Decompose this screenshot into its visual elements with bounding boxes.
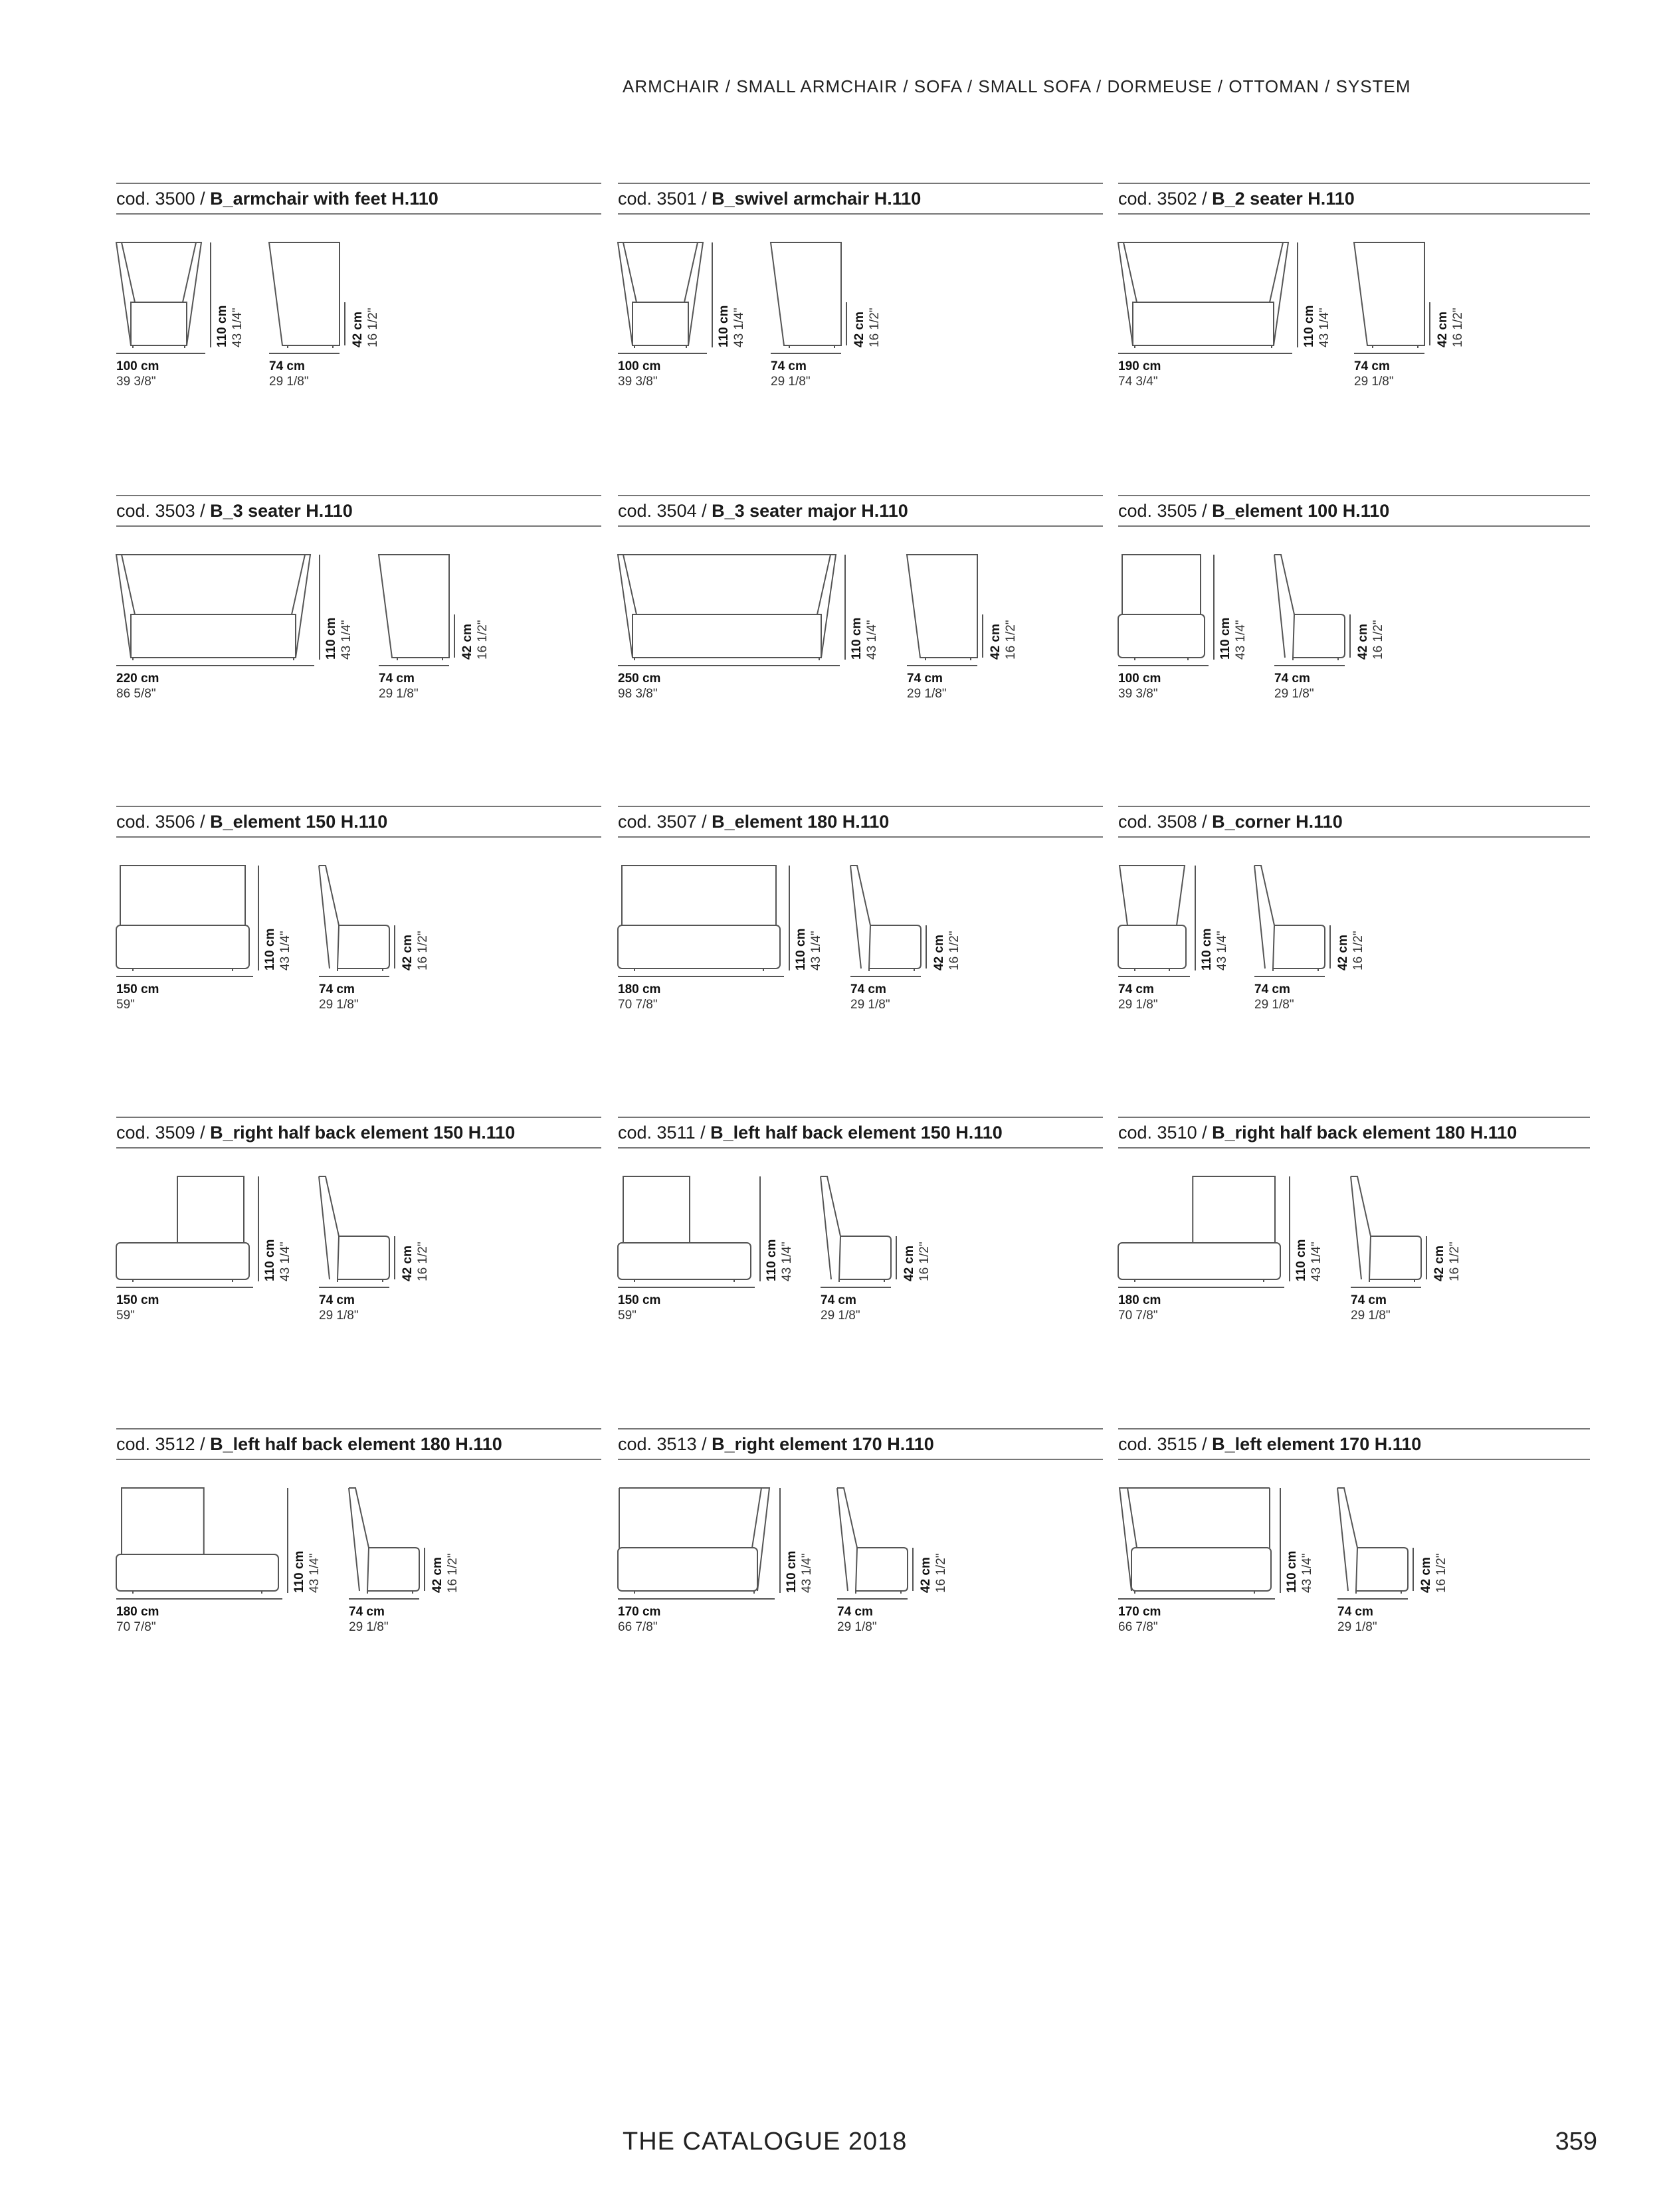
product-code: cod. 3507 / [618,812,712,832]
depth-dimension-inch: 29 1/8" [821,1309,860,1323]
depth-dimension [349,1604,389,1635]
width-dimension [116,982,159,1012]
seat-height-dimension-cm: 42 cm [460,624,474,660]
divider [116,1428,601,1429]
height-dimension-inch: 43 1/4" [1310,1242,1323,1281]
width-dimension [618,1293,660,1323]
product-drawing [1118,1461,1590,1621]
depth-dimension [1337,1604,1377,1635]
product-name: B_right half back element 180 H.110 [1212,1123,1517,1143]
product-item [618,1117,1103,1336]
seat-height-dimension-cm: 42 cm [431,1557,444,1593]
front-view-drawing [116,866,249,971]
divider [618,1117,1103,1118]
front-view-drawing [1118,866,1186,971]
height-dimension-cm: 110 cm [765,1239,779,1281]
product-name: B_corner H.110 [1212,812,1343,832]
width-dimension [116,1293,159,1323]
side-view-drawing [850,866,926,971]
height-dimension-inch: 43 1/4" [865,620,879,660]
divider [1118,525,1590,527]
product-name: B_right element 170 H.110 [712,1434,934,1454]
depth-dimension-inch: 29 1/8" [1351,1309,1391,1323]
product-code: cod. 3510 / [1118,1123,1213,1143]
front-view-drawing [618,555,836,660]
side-view-drawing [319,866,395,971]
depth-dimension [850,982,890,1012]
page-number: 359 [1555,2128,1597,2156]
product-item [618,1428,1103,1647]
product-item [116,1117,601,1336]
front-view-drawing [116,555,310,660]
product-drawing [116,839,601,998]
product-title [1118,501,1389,521]
depth-dimension-inch: 29 1/8" [850,998,890,1012]
divider [618,1147,1103,1149]
depth-dimension-inch: 29 1/8" [771,375,811,389]
seat-height-dimension-inch: 16 1/2" [1004,620,1018,660]
side-view-drawing [907,555,983,660]
product-code: cod. 3508 / [1118,812,1213,832]
depth-dimension-inch: 29 1/8" [319,998,359,1012]
width-dimension-cm: 74 cm [1118,982,1154,996]
depth-dimension [1274,671,1314,701]
front-view-drawing [1118,555,1205,660]
depth-dimension [837,1604,877,1635]
seat-height-dimension-inch: 16 1/2" [918,1242,931,1281]
product-title [116,1434,502,1455]
depth-dimension-inch: 29 1/8" [379,687,419,701]
divider [116,836,601,838]
side-view-drawing [837,1488,913,1594]
width-dimension-cm: 180 cm [116,1605,159,1619]
product-item [618,183,1103,402]
width-dimension-cm: 150 cm [116,982,159,996]
product-code: cod. 3515 / [1118,1434,1213,1454]
divider [1118,1147,1590,1149]
depth-dimension-cm: 74 cm [821,1293,856,1307]
depth-dimension-cm: 74 cm [269,359,305,373]
divider [618,836,1103,838]
width-dimension [1118,359,1161,389]
seat-height-dimension-inch: 16 1/2" [416,1242,430,1281]
front-view-drawing [1118,1176,1280,1282]
depth-dimension-inch: 29 1/8" [1354,375,1394,389]
height-dimension-inch: 43 1/4" [800,1553,814,1593]
seat-height-dimension-inch: 16 1/2" [1351,931,1365,970]
seat-height-dimension-inch: 16 1/2" [868,308,882,347]
seat-height-dimension-cm: 42 cm [852,312,866,347]
depth-dimension [771,359,811,389]
height-dimension-inch: 43 1/4" [732,308,746,347]
product-code: cod. 3513 / [618,1434,712,1454]
product-title [618,1434,934,1455]
product-title [116,189,439,209]
width-dimension-inch: 59" [116,1309,135,1323]
depth-dimension-cm: 74 cm [1351,1293,1387,1307]
divider [116,1459,601,1460]
divider [618,525,1103,527]
product-title [116,1123,515,1143]
depth-dimension-cm: 74 cm [1337,1605,1373,1619]
width-dimension-inch: 59" [618,1309,636,1323]
divider [116,1117,601,1118]
width-dimension [116,359,159,389]
product-name: B_2 seater H.110 [1212,189,1355,209]
product-item [1118,495,1590,714]
product-title [618,1123,1003,1143]
front-view-drawing [618,242,703,348]
height-dimension-inch: 43 1/4" [278,931,292,970]
seat-height-dimension-cm: 42 cm [1336,935,1350,970]
divider [618,183,1103,184]
side-view-drawing [1351,1176,1426,1282]
depth-dimension-cm: 74 cm [1254,982,1290,996]
width-dimension-cm: 100 cm [1118,672,1161,686]
width-dimension-inch: 39 3/8" [1118,687,1158,701]
product-item [1118,183,1590,402]
width-dimension [618,982,660,1012]
side-view-drawing [379,555,454,660]
divider [618,1459,1103,1460]
width-dimension-inch: 70 7/8" [1118,1309,1158,1323]
width-dimension-cm: 150 cm [116,1293,159,1307]
depth-dimension [1254,982,1294,1012]
product-item [618,806,1103,1025]
depth-dimension [1354,359,1394,389]
product-drawing [618,216,1103,375]
seat-height-dimension-cm: 42 cm [401,935,415,970]
width-dimension-cm: 180 cm [1118,1293,1161,1307]
width-dimension-inch: 59" [116,998,135,1012]
front-view-drawing [618,1176,751,1282]
divider [618,213,1103,215]
seat-height-dimension-cm: 42 cm [1419,1557,1433,1593]
width-dimension-cm: 150 cm [618,1293,661,1307]
product-name: B_element 180 H.110 [712,812,890,832]
height-dimension-cm: 110 cm [1219,617,1232,660]
product-code: cod. 3506 / [116,812,211,832]
product-name: B_left element 170 H.110 [1212,1434,1422,1454]
product-name: B_3 seater major H.110 [712,501,908,521]
width-dimension-inch: 39 3/8" [618,375,658,389]
product-name: B_left half back element 180 H.110 [210,1434,502,1454]
product-title [116,812,387,832]
width-dimension-inch: 98 3/8" [618,687,658,701]
side-view-drawing [1337,1488,1413,1594]
depth-dimension-cm: 74 cm [1354,359,1390,373]
depth-dimension-inch: 29 1/8" [907,687,947,701]
depth-dimension-cm: 74 cm [349,1605,385,1619]
product-drawing [1118,216,1590,375]
front-view-drawing [618,1488,769,1594]
width-dimension-cm: 170 cm [618,1605,661,1619]
width-dimension [116,1604,159,1635]
product-code: cod. 3511 / [618,1123,711,1143]
product-name: B_element 100 H.110 [1212,501,1390,521]
width-dimension [1118,1604,1161,1635]
product-item [116,806,601,1025]
width-dimension-inch: 66 7/8" [1118,1620,1158,1634]
depth-dimension-cm: 74 cm [379,672,415,686]
seat-height-dimension-cm: 42 cm [401,1245,415,1281]
width-dimension-cm: 250 cm [618,672,661,686]
product-drawing [1118,1150,1590,1309]
product-item [116,495,601,714]
divider [1118,495,1590,496]
product-drawing [1118,839,1590,998]
product-drawing [618,1150,1103,1309]
seat-height-dimension-inch: 16 1/2" [476,620,490,660]
height-dimension-cm: 110 cm [794,928,808,970]
front-view-drawing [1118,242,1288,348]
side-view-drawing [821,1176,896,1282]
depth-dimension-inch: 29 1/8" [1337,1620,1377,1634]
seat-height-dimension-inch: 16 1/2" [1434,1553,1448,1593]
product-name: B_element 150 H.110 [210,812,388,832]
seat-height-dimension-cm: 42 cm [1436,312,1450,347]
height-dimension-cm: 110 cm [785,1550,799,1593]
product-title [1118,189,1355,209]
height-dimension-cm: 110 cm [215,305,229,347]
product-code: cod. 3512 / [116,1434,211,1454]
depth-dimension-cm: 74 cm [907,672,943,686]
width-dimension [1118,982,1158,1012]
height-dimension-cm: 110 cm [1200,928,1214,970]
product-name: B_3 seater H.110 [210,501,353,521]
seat-height-dimension-cm: 42 cm [902,1245,916,1281]
width-dimension [618,359,660,389]
front-view-drawing [116,1176,249,1282]
height-dimension-inch: 43 1/4" [308,1553,322,1593]
depth-dimension [319,1293,359,1323]
height-dimension-inch: 43 1/4" [780,1242,794,1281]
catalogue-title: THE CATALOGUE 2018 [623,2128,908,2156]
side-view-drawing [1354,242,1430,348]
depth-dimension [269,359,309,389]
width-dimension-inch: 70 7/8" [116,1620,156,1634]
width-dimension-inch: 86 5/8" [116,687,156,701]
product-drawing [618,1461,1103,1621]
divider [116,525,601,527]
depth-dimension-cm: 74 cm [850,982,886,996]
side-view-drawing [269,242,345,348]
divider [1118,183,1590,184]
width-dimension [618,671,660,701]
width-dimension-cm: 220 cm [116,672,159,686]
product-code: cod. 3504 / [618,501,712,521]
product-item [1118,1117,1590,1336]
side-view-drawing [349,1488,425,1594]
depth-dimension-inch: 29 1/8" [269,375,309,389]
seat-height-dimension-inch: 16 1/2" [366,308,380,347]
product-title [1118,812,1343,832]
seat-height-dimension-inch: 16 1/2" [1371,620,1385,660]
divider [1118,806,1590,807]
side-view-drawing [319,1176,395,1282]
width-dimension [1118,1293,1161,1323]
divider [1118,836,1590,838]
product-title [1118,1434,1421,1455]
product-name: B_swivel armchair H.110 [712,189,922,209]
divider [618,1428,1103,1429]
divider [1118,1117,1590,1118]
width-dimension-cm: 170 cm [1118,1605,1161,1619]
side-view-drawing [1254,866,1330,971]
divider [618,495,1103,496]
divider [618,806,1103,807]
section-header: ARMCHAIR / SMALL ARMCHAIR / SOFA / SMALL SOFA / DORMEUSE / OTTOMAN / SYSTEM [623,76,1411,96]
height-dimension-cm: 110 cm [1285,1550,1299,1593]
depth-dimension [1351,1293,1391,1323]
height-dimension-cm: 110 cm [263,928,277,970]
height-dimension-inch: 43 1/4" [1300,1553,1314,1593]
divider [1118,1459,1590,1460]
product-item [116,1428,601,1647]
depth-dimension [821,1293,860,1323]
product-title [618,501,908,521]
product-item [1118,1428,1590,1647]
product-item [1118,806,1590,1025]
height-dimension-cm: 110 cm [717,305,731,347]
product-code: cod. 3509 / [116,1123,211,1143]
divider [1118,213,1590,215]
depth-dimension-cm: 74 cm [319,982,355,996]
product-item [116,183,601,402]
seat-height-dimension-cm: 42 cm [351,312,365,347]
width-dimension-cm: 180 cm [618,982,661,996]
height-dimension-cm: 110 cm [324,617,338,660]
depth-dimension [907,671,947,701]
product-name: B_left half back element 150 H.110 [710,1123,1003,1143]
height-dimension-inch: 43 1/4" [340,620,353,660]
product-drawing [618,528,1103,688]
seat-height-dimension-cm: 42 cm [919,1557,933,1593]
seat-height-dimension-cm: 42 cm [932,935,946,970]
height-dimension-cm: 110 cm [850,617,864,660]
product-drawing [116,216,601,375]
height-dimension-inch: 43 1/4" [809,931,823,970]
height-dimension-inch: 43 1/4" [278,1242,292,1281]
product-drawing [116,1150,601,1309]
seat-height-dimension-inch: 16 1/2" [446,1553,460,1593]
front-view-drawing [618,866,780,971]
divider [116,495,601,496]
product-code: cod. 3500 / [116,189,211,209]
width-dimension-inch: 29 1/8" [1118,998,1158,1012]
width-dimension-inch: 74 3/4" [1118,375,1158,389]
product-name: B_right half back element 150 H.110 [210,1123,516,1143]
product-name: B_armchair with feet H.110 [210,189,439,209]
depth-dimension [379,671,419,701]
width-dimension-cm: 100 cm [116,359,159,373]
depth-dimension-inch: 29 1/8" [1274,687,1314,701]
product-drawing [1118,528,1590,688]
width-dimension-cm: 190 cm [1118,359,1161,373]
depth-dimension-inch: 29 1/8" [837,1620,877,1634]
product-title [618,189,921,209]
depth-dimension-cm: 74 cm [1274,672,1310,686]
product-title [116,501,353,521]
front-view-drawing [116,1488,278,1594]
depth-dimension-cm: 74 cm [319,1293,355,1307]
product-code: cod. 3501 / [618,189,712,209]
height-dimension-cm: 110 cm [292,1550,306,1593]
product-item [618,495,1103,714]
height-dimension-cm: 110 cm [1302,305,1316,347]
width-dimension-inch: 39 3/8" [116,375,156,389]
side-view-drawing [1274,555,1350,660]
seat-height-dimension-inch: 16 1/2" [934,1553,948,1593]
divider [116,213,601,215]
seat-height-dimension-inch: 16 1/2" [1448,1242,1462,1281]
seat-height-dimension-cm: 42 cm [1432,1245,1446,1281]
front-view-drawing [116,242,201,348]
side-view-drawing [771,242,846,348]
divider [116,806,601,807]
product-drawing [116,1461,601,1621]
height-dimension-inch: 43 1/4" [1317,308,1331,347]
height-dimension-inch: 43 1/4" [1215,931,1229,970]
depth-dimension-inch: 29 1/8" [349,1620,389,1634]
width-dimension-inch: 66 7/8" [618,1620,658,1634]
product-code: cod. 3503 / [116,501,211,521]
depth-dimension-inch: 29 1/8" [1254,998,1294,1012]
depth-dimension-inch: 29 1/8" [319,1309,359,1323]
height-dimension-inch: 43 1/4" [1234,620,1248,660]
depth-dimension-cm: 74 cm [771,359,807,373]
divider [116,183,601,184]
product-code: cod. 3505 / [1118,501,1213,521]
width-dimension-inch: 70 7/8" [618,998,658,1012]
height-dimension-cm: 110 cm [263,1239,277,1281]
front-view-drawing [1120,1488,1271,1594]
seat-height-dimension-cm: 42 cm [989,624,1003,660]
seat-height-dimension-cm: 42 cm [1356,624,1370,660]
width-dimension [116,671,159,701]
width-dimension [1118,671,1161,701]
product-title [618,812,889,832]
seat-height-dimension-inch: 16 1/2" [947,931,961,970]
width-dimension-cm: 100 cm [618,359,661,373]
height-dimension-inch: 43 1/4" [231,308,244,347]
product-code: cod. 3502 / [1118,189,1213,209]
height-dimension-cm: 110 cm [1294,1239,1308,1281]
seat-height-dimension-inch: 16 1/2" [416,931,430,970]
product-drawing [116,528,601,688]
divider [1118,1428,1590,1429]
product-title [1118,1123,1517,1143]
divider [116,1147,601,1149]
depth-dimension [319,982,359,1012]
product-drawing [618,839,1103,998]
width-dimension [618,1604,660,1635]
depth-dimension-cm: 74 cm [837,1605,873,1619]
seat-height-dimension-inch: 16 1/2" [1451,308,1465,347]
